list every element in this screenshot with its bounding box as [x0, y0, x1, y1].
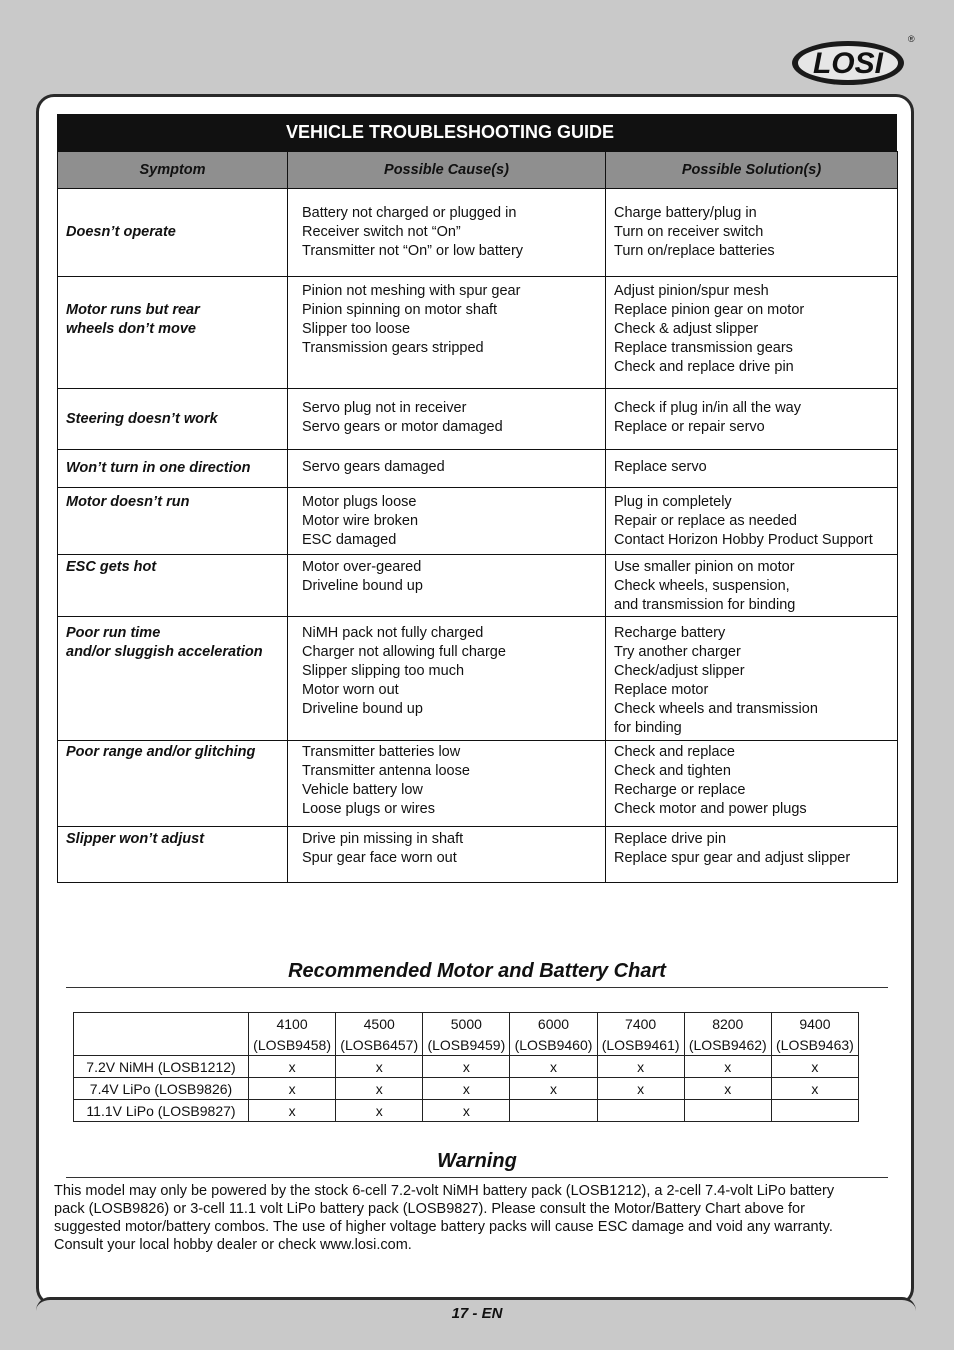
- compatibility-cell: x: [771, 1078, 858, 1100]
- chart-header-row: [74, 1013, 859, 1035]
- motor-part-cell: (LOSB9458): [249, 1034, 336, 1056]
- compatibility-cell: x: [597, 1056, 684, 1078]
- symptom-cell: [58, 277, 288, 389]
- table-row: [58, 741, 898, 827]
- cause-cell-line: Transmitter antenna loose: [302, 763, 470, 779]
- warning-line: This model may only be powered by the stock 6-cell 7.2-volt NiMH battery pack (LOSB1212), a 2-cell 7.4-volt LiPo battery: [54, 1183, 835, 1199]
- table-row: [58, 555, 898, 617]
- compatibility-cell: x: [336, 1056, 423, 1078]
- cause-cell-line: Motor over-geared: [302, 559, 422, 575]
- motor-kv-cell: 8200: [684, 1013, 771, 1035]
- solution-cell-line: Repair or replace as needed: [614, 513, 797, 529]
- symptom-cell: [58, 389, 288, 450]
- cause-cell-line: Driveline bound up: [302, 701, 423, 717]
- table-row: [58, 389, 898, 450]
- cause-cell: [288, 189, 606, 277]
- battery-name-cell: 7.2V NiMH (LOSB1212): [74, 1056, 249, 1078]
- motor-kv-cell: 6000: [510, 1013, 597, 1035]
- cause-cell: [288, 450, 606, 488]
- motor-kv-cell: 5000: [423, 1013, 510, 1035]
- cause-cell-line: Pinion not meshing with spur gear: [302, 283, 521, 299]
- solution-cell: [606, 827, 898, 883]
- losi-logo: [790, 30, 915, 90]
- cause-cell-line: Pinion spinning on motor shaft: [302, 302, 498, 318]
- solution-cell-line: Plug in completely: [614, 494, 732, 510]
- cause-cell-line: Receiver switch not “On”: [302, 224, 461, 240]
- compatibility-cell: x: [249, 1056, 336, 1078]
- table-row: [58, 617, 898, 741]
- compatibility-cell: x: [423, 1056, 510, 1078]
- symptom-cell-line: Motor doesn’t run: [66, 494, 190, 510]
- cause-cell-line: Loose plugs or wires: [302, 801, 435, 817]
- cause-cell: [288, 488, 606, 555]
- motor-kv-cell: 7400: [597, 1013, 684, 1035]
- warning-line: pack (LOSB9826) or 3-cell 11.1 volt LiPo battery pack (LOSB9827). Please consult the Motor/Battery Chart above for: [54, 1201, 805, 1217]
- table-row: [58, 450, 898, 488]
- cause-cell-line: Vehicle battery low: [302, 782, 423, 798]
- table-row: [58, 277, 898, 389]
- compatibility-cell: x: [336, 1078, 423, 1100]
- table-row: [58, 189, 898, 277]
- symptom-cell-line: and/or sluggish acceleration: [66, 644, 263, 660]
- table-row: [58, 827, 898, 883]
- svg-text:LOSI: LOSI: [812, 47, 884, 80]
- solution-cell-line: Check and replace: [614, 744, 735, 760]
- battery-row: [74, 1078, 859, 1100]
- chart-corner-cell: [74, 1013, 249, 1056]
- header-causes: Possible Cause(s): [288, 152, 606, 189]
- table-row: [58, 488, 898, 555]
- solution-cell: [606, 189, 898, 277]
- solution-cell: [606, 488, 898, 555]
- cause-cell-line: Driveline bound up: [302, 578, 423, 594]
- solution-cell-line: Replace servo: [614, 459, 707, 475]
- symptom-cell: [58, 555, 288, 617]
- warning-title: Warning: [66, 1150, 888, 1178]
- solution-cell-line: Recharge or replace: [614, 782, 746, 798]
- cause-cell-line: Charger not allowing full charge: [302, 644, 506, 660]
- solution-cell: [606, 617, 898, 741]
- cause-cell-line: ESC damaged: [302, 532, 397, 548]
- cause-cell-line: Slipper too loose: [302, 321, 411, 337]
- symptom-cell-line: Won’t turn in one direction: [66, 460, 251, 476]
- header-symptom: Symptom: [58, 152, 288, 189]
- cause-cell: [288, 277, 606, 389]
- solution-cell-line: Try another charger: [614, 644, 741, 660]
- solution-cell-line: Check motor and power plugs: [614, 801, 807, 817]
- symptom-cell-line: Poor run time: [66, 625, 161, 641]
- compatibility-cell: x: [684, 1078, 771, 1100]
- solution-cell-line: Use smaller pinion on motor: [614, 559, 795, 575]
- cause-cell-line: Spur gear face worn out: [302, 850, 457, 866]
- cause-cell-line: Slipper slipping too much: [302, 663, 465, 679]
- battery-name-cell: 11.1V LiPo (LOSB9827): [74, 1100, 249, 1122]
- motor-kv-cell: 9400: [771, 1013, 858, 1035]
- symptom-cell-line: Poor range and/or glitching: [66, 744, 256, 760]
- compatibility-cell: x: [510, 1078, 597, 1100]
- cause-cell-line: NiMH pack not fully charged: [302, 625, 484, 641]
- compatibility-cell: [684, 1100, 771, 1122]
- motor-kv-cell: 4500: [336, 1013, 423, 1035]
- motor-battery-table: [73, 1012, 859, 1122]
- solution-cell-line: Replace pinion gear on motor: [614, 302, 805, 318]
- solution-cell-line: Check and tighten: [614, 763, 731, 779]
- compatibility-cell: [510, 1100, 597, 1122]
- page-number: 17 - EN: [451, 1305, 503, 1322]
- solution-cell: [606, 277, 898, 389]
- cause-cell-line: Battery not charged or plugged in: [302, 205, 517, 221]
- compatibility-cell: [597, 1100, 684, 1122]
- troubleshooting-title: VEHICLE TROUBLESHOOTING GUIDE: [57, 114, 897, 152]
- cause-cell: [288, 741, 606, 827]
- solution-cell-line: Check wheels and transmission: [614, 701, 818, 717]
- cause-cell-line: Servo gears damaged: [302, 459, 445, 475]
- motor-part-cell: (LOSB9459): [423, 1034, 510, 1056]
- svg-text:®: ®: [908, 34, 915, 44]
- solution-cell-line: Check & adjust slipper: [614, 321, 759, 337]
- solution-cell: [606, 450, 898, 488]
- symptom-cell: [58, 488, 288, 555]
- cause-cell-line: Motor wire broken: [302, 513, 419, 529]
- symptom-cell-line: Doesn’t operate: [66, 224, 176, 240]
- compatibility-cell: x: [336, 1100, 423, 1122]
- header-solutions: Possible Solution(s): [606, 152, 898, 189]
- symptom-cell: [58, 450, 288, 488]
- solution-cell: [606, 389, 898, 450]
- compatibility-cell: x: [423, 1100, 510, 1122]
- cause-cell-line: Transmitter not “On” or low battery: [302, 243, 524, 259]
- warning-line: Consult your local hobby dealer or check www.losi.com.: [54, 1237, 412, 1253]
- solution-cell-line: Adjust pinion/spur mesh: [614, 283, 769, 299]
- cause-cell-line: Motor plugs loose: [302, 494, 417, 510]
- solution-cell-line: Charge battery/plug in: [614, 205, 757, 221]
- cause-cell: [288, 617, 606, 741]
- motor-kv-cell: 4100: [249, 1013, 336, 1035]
- troubleshooting-table: [57, 151, 898, 883]
- symptom-cell-line: Motor runs but rear: [66, 302, 200, 318]
- symptom-cell: [58, 741, 288, 827]
- cause-cell: [288, 827, 606, 883]
- compatibility-cell: x: [510, 1056, 597, 1078]
- compatibility-cell: x: [249, 1078, 336, 1100]
- motor-part-cell: (LOSB9461): [597, 1034, 684, 1056]
- solution-cell-line: Recharge battery: [614, 625, 726, 641]
- solution-cell-line: Replace spur gear and adjust slipper: [614, 850, 851, 866]
- motor-part-cell: (LOSB9460): [510, 1034, 597, 1056]
- chart-title: Recommended Motor and Battery Chart: [66, 960, 888, 988]
- solution-cell-line: and transmission for binding: [614, 597, 796, 613]
- cause-cell-line: Servo gears or motor damaged: [302, 419, 503, 435]
- compatibility-cell: x: [249, 1100, 336, 1122]
- cause-cell: [288, 389, 606, 450]
- compatibility-cell: x: [684, 1056, 771, 1078]
- solution-cell-line: for binding: [614, 720, 682, 736]
- solution-cell-line: Turn on receiver switch: [614, 224, 764, 240]
- symptom-cell: [58, 189, 288, 277]
- solution-cell-line: Replace or repair servo: [614, 419, 765, 435]
- compatibility-cell: x: [597, 1078, 684, 1100]
- solution-cell: [606, 555, 898, 617]
- cause-cell-line: Servo plug not in receiver: [302, 400, 467, 416]
- symptom-cell: [58, 827, 288, 883]
- solution-cell-line: Replace transmission gears: [614, 340, 793, 356]
- motor-part-cell: (LOSB6457): [336, 1034, 423, 1056]
- symptom-cell-line: Steering doesn’t work: [66, 410, 218, 427]
- solution-cell-line: Check wheels, suspension,: [614, 578, 790, 594]
- motor-part-cell: (LOSB9462): [684, 1034, 771, 1056]
- troubleshooting-header-row: [58, 152, 898, 189]
- cause-cell-line: Motor worn out: [302, 682, 399, 698]
- solution-cell: [606, 741, 898, 827]
- solution-cell-line: Contact Horizon Hobby Product Support: [614, 532, 873, 548]
- compatibility-cell: [771, 1100, 858, 1122]
- solution-cell-line: Replace drive pin: [614, 831, 727, 847]
- cause-cell: [288, 555, 606, 617]
- battery-name-cell: 7.4V LiPo (LOSB9826): [74, 1078, 249, 1100]
- warning-text: [54, 1182, 896, 1254]
- symptom-cell-line: ESC gets hot: [66, 559, 157, 575]
- cause-cell-line: Transmission gears stripped: [302, 340, 484, 356]
- warning-line: suggested motor/battery combos. The use of higher voltage battery packs will cause ESC damage and void any warranty.: [54, 1219, 833, 1235]
- battery-row: [74, 1100, 859, 1122]
- solution-cell-line: Replace motor: [614, 682, 709, 698]
- solution-cell-line: Check if plug in/in all the way: [614, 400, 801, 416]
- solution-cell-line: Check/adjust slipper: [614, 663, 745, 679]
- compatibility-cell: x: [771, 1056, 858, 1078]
- symptom-cell-line: Slipper won’t adjust: [66, 831, 205, 847]
- battery-row: [74, 1056, 859, 1078]
- cause-cell-line: Transmitter batteries low: [302, 744, 461, 760]
- symptom-cell: [58, 617, 288, 741]
- compatibility-cell: x: [423, 1078, 510, 1100]
- solution-cell-line: Turn on/replace batteries: [614, 243, 775, 259]
- symptom-cell-line: wheels don’t move: [66, 321, 196, 337]
- solution-cell-line: Check and replace drive pin: [614, 359, 794, 375]
- motor-part-cell: (LOSB9463): [771, 1034, 858, 1056]
- cause-cell-line: Drive pin missing in shaft: [302, 831, 464, 847]
